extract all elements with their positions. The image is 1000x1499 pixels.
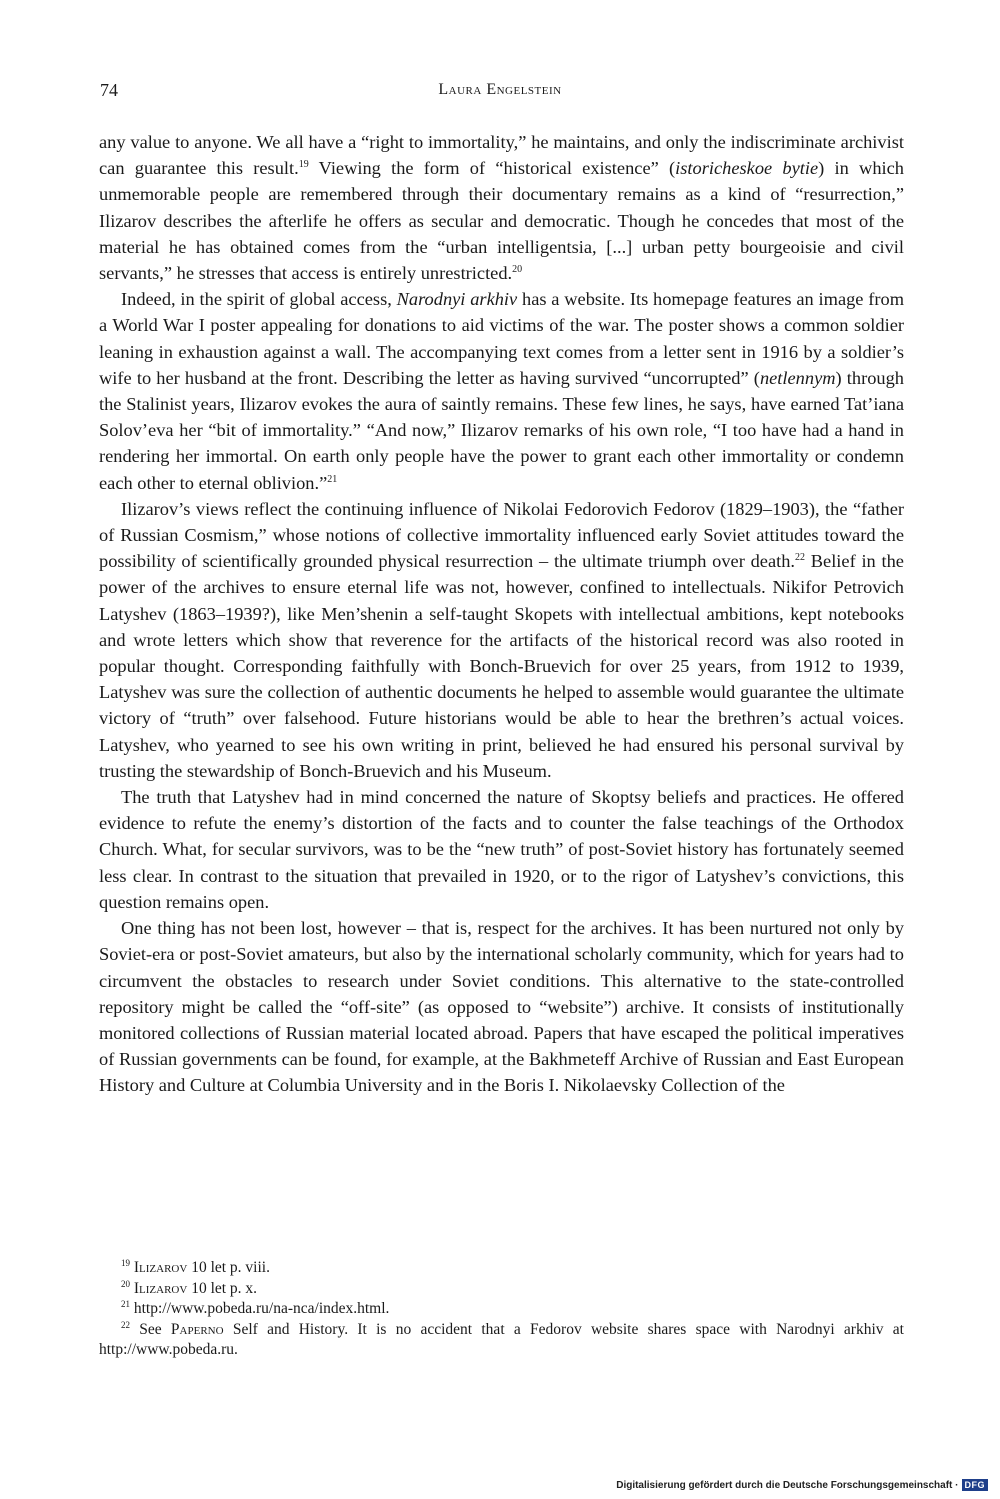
text-run: Belief in the power of the archives to ensure eternal life was not, however, confined to intellectuals. Nikifor Petrovich Latyshev (1863–1939?), like Men’shenin a self-taught Skopets with intellectual ambitions, kept notebooks and wrote letters which show that reverence for the artifacts of the historical record was also rooted in popular thought. Corresponding faithfully with Bonch-Bruevich for over 25 years, from 1912 to 1939, Latyshev was sure the collection of authentic documents he helped to assemble would guarantee the ultimate victory of “truth” over falsehood. Future historians would be able to hear the brethren’s actual voices. Latyshev, who yearned to see his own writing in print, believed he had ensured his personal survival by trusting the stewardship of Bonch-Bruevich and his Museum.: [99, 551, 904, 781]
footnote-text: 10 let p. viii.: [187, 1259, 270, 1276]
text-run: has a website. Its homepage features an image from a World War I poster appealing for donations to aid victims of the war. The poster shows a common soldier leaning in exhaustion against a wall. The accompanying text comes from a letter sent in 1916 by a soldier’s wife to her husband at the front. Describing the letter as having survived “uncorrupted” (: [99, 289, 905, 388]
text-run: Ilizarov’s views reflect the continuing influence of Nikolai Fedorovich Fedorov (1829–1903), the “father of Russian Cosmism,” whose notions of collective immortality influenced early Soviet attitudes toward the possibility of scientifically grounded physical resurrection – the ultimate triumph over death.: [99, 498, 904, 572]
footnote-ref[interactable]: 19: [298, 159, 309, 171]
text-run: Viewing the form of “historical existence” (: [308, 158, 676, 179]
text-run: ) through the Stalinist years, Ilizarov evokes the aura of saintly remains. These few lines, he says, have earned Tat’iana Solov’eva her “bit of immortality.” “And now,” Ilizarov remarks of his own role, “I too have had a hand in rendering her immortal. On earth only people have the power to grant each other immortality or condemn each other to eternal oblivion.”: [99, 367, 905, 493]
italic-term: istoricheskoe bytie: [675, 158, 819, 179]
italic-term: Narodnyi arkhiv: [396, 289, 518, 310]
paragraph-3: [99, 496, 904, 784]
footnote-link[interactable]: http://www.pobeda.ru/na-nca/index.html.: [130, 1300, 390, 1317]
footnote-ref[interactable]: 21: [327, 473, 338, 485]
footnote-number: 19: [121, 1258, 130, 1268]
footnote-author: Ilizarov: [133, 1259, 188, 1276]
footnote-19: [99, 1258, 904, 1279]
dfg-logo-icon: DFG: [962, 1479, 989, 1491]
footnote-author: Ilizarov: [133, 1279, 188, 1297]
body-text: [99, 129, 904, 1099]
page-number: 74: [100, 80, 118, 100]
footnote-number: 20: [121, 1278, 130, 1289]
text-run: any value to anyone. We all have a “right to immortality,” he maintains, and only the indiscriminate archivist can guarantee this result.: [99, 132, 904, 179]
credit-text: Digitalisierung gefördert durch die Deutsche Forschungsgemeinschaft ·: [616, 1479, 959, 1491]
footnote-text: Self and History. It is no accident that a Fedorov website shares space with Narodnyi arkhiv at http://www.pobeda.ru.: [99, 1320, 904, 1358]
footnote-ref[interactable]: 22: [795, 552, 806, 564]
text-run: The truth that Latyshev had in mind concerned the nature of Skoptsy beliefs and practices. He offered evidence to refute the enemy’s distortion of the facts and to counter the false teachings of the Orthodox Church. What, for secular survivors, was to be the “new truth” of post-Soviet history has fortunately seemed less clear. In contrast to the situation that prevailed in 1920, or to the rigor of Latyshev’s convictions, this question remains open.: [99, 787, 904, 912]
footnote-number: 21: [121, 1299, 130, 1309]
paragraph-5: [99, 915, 904, 1098]
running-head: Laura Engelstein: [438, 81, 562, 98]
dfg-credit: [616, 1479, 988, 1491]
text-run: ) in which unmemorable people are remembered through their documentary remains as a kind of “resurrection,” Ilizarov describes the afterlife he offers as secular and democratic. Though he concedes that most of the material he has obtained comes from the “urban intelligentsia, [...] urban petty bourgeoisie and civil servants,” he stresses that access is entirely unrestricted.: [99, 158, 905, 284]
footnote-20: [99, 1279, 904, 1300]
footnote-author: Paperno: [170, 1320, 224, 1338]
footnote-21: [99, 1299, 904, 1320]
footnote-prefix: See: [130, 1320, 171, 1338]
paragraph-2: [99, 286, 904, 496]
paragraph-4: [99, 784, 904, 915]
footnote-22: [99, 1320, 904, 1361]
footnote-text: 10 let p. x.: [187, 1279, 258, 1297]
footnotes: [99, 1258, 904, 1361]
paragraph-1: [99, 129, 904, 286]
footnote-ref[interactable]: 20: [512, 264, 523, 276]
footnote-number: 22: [121, 1319, 130, 1330]
text-run: Indeed, in the spirit of global access,: [121, 289, 397, 310]
text-run: One thing has not been lost, however – that is, respect for the archives. It has been nurtured not only by Soviet-era or post-Soviet amateurs, but also by the international scholarly community, which for years had to circumvent the obstacles to research under Soviet conditions. This alternative to the state-controlled repository might be called the “off-site” (as opposed to “website”) archive. It consists of institutionally monitored collections of Russian material located abroad. Papers that have escaped the political imperatives of Russian governments can be found, for example, at the Bakhmeteff Archive of Russian and East European History and Culture at Columbia University and in the Boris I. Nikolaevsky Collection of the: [99, 918, 904, 1096]
italic-term: netlennym: [759, 367, 836, 388]
